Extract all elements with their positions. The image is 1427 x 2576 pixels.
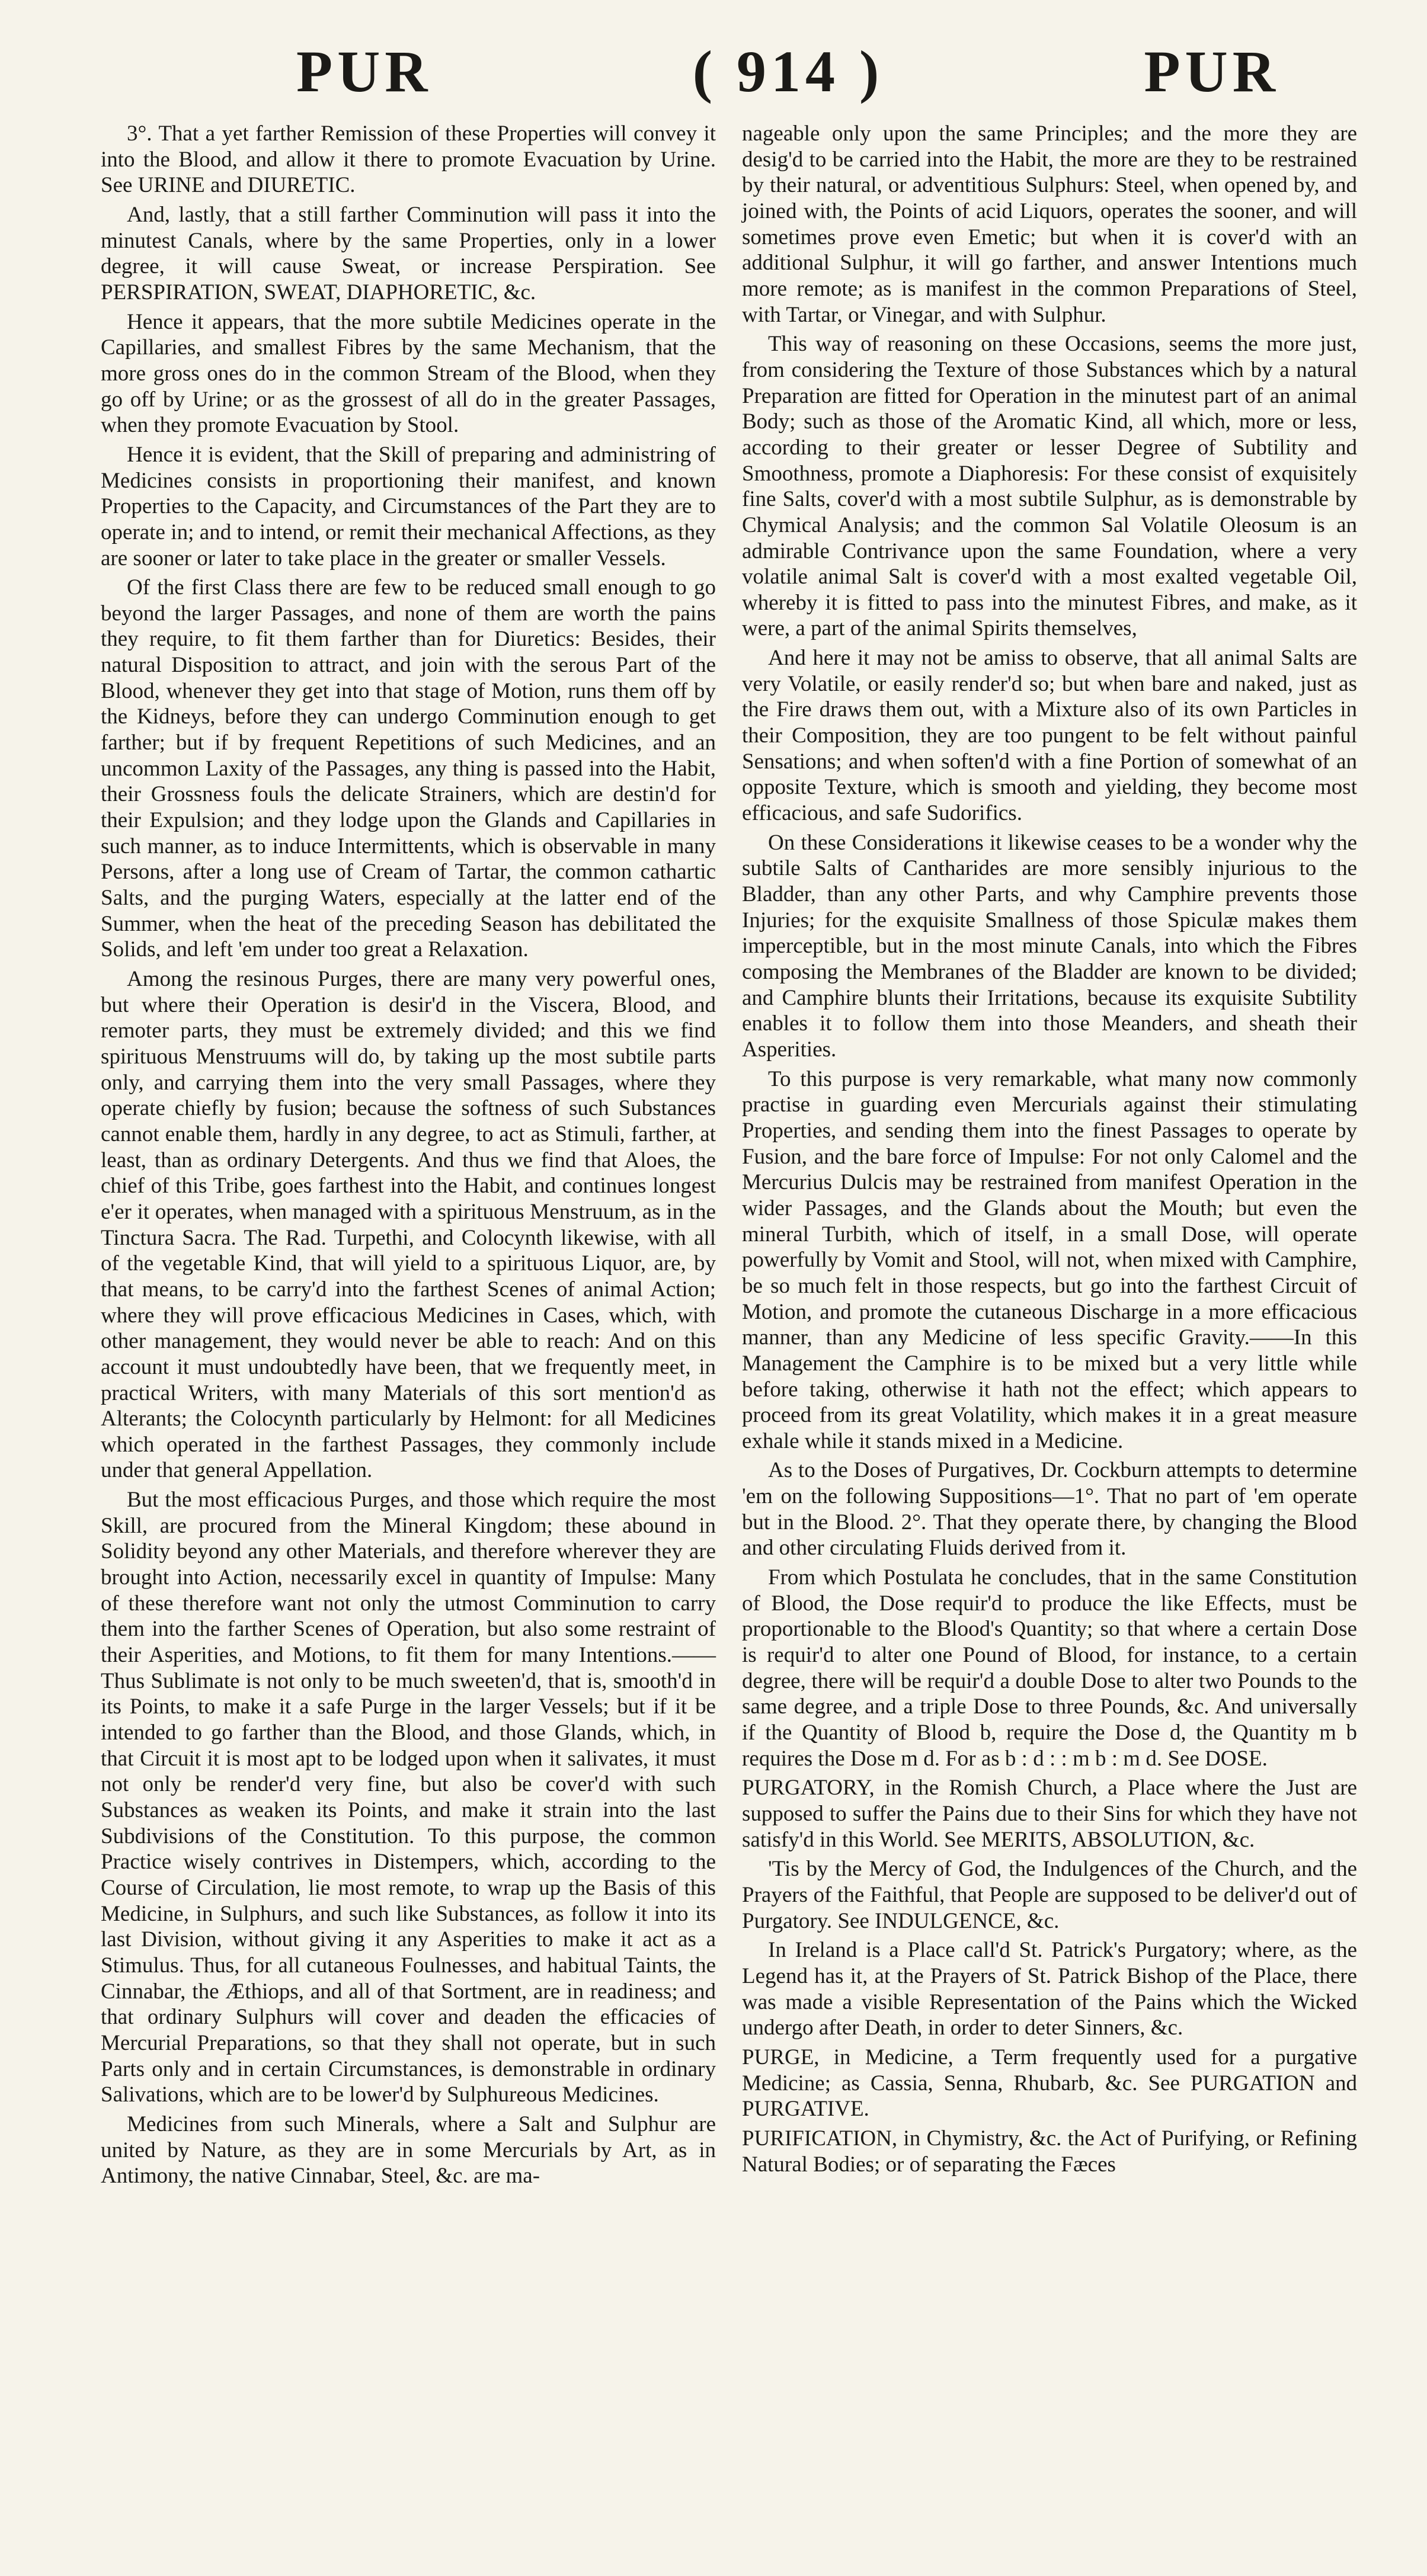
paragraph: Medicines from such Minerals, where a Salt and Sulphur are united by Nature, as they are in some Mercurials by Art, as in Antimony, the native Cinnabar, Steel, &c. are ma- [101,2112,716,2189]
paragraph: nageable only upon the same Principles; and the more they are desig'd to be carried into the Habit, the more are they to be restrained by their natural, or adventitious Sulphurs: Steel, when opened by, and joined with, the Points of acid Liquors, operates the sooner, and will sometimes prove even Emetic; but when it is cover'd with an additional Sulphur, it will go farther, and answer Intentions much more remote; as is manifest in the common Preparations of Steel, with Tartar, or Vinegar, and with Sulphur. [742,121,1357,327]
entry-purgatory: PURGATORY, in the Romish Church, a Place where the Just are supposed to suffer the Pains due to their Sins for which they have not satisfy'd in this World. See MERITS, ABSOLUTION, &c. [742,1776,1357,1852]
right-column [742,121,1357,2193]
entry-purge: PURGE, in Medicine, a Term frequently used for a purgative Medicine; as Cassia, Senna, Rhubarb, &c. See PURGATION and PURGATIVE. [742,2045,1357,2122]
entry-purification: PURIFICATION, in Chymistry, &c. the Act of Purifying, or Refining Natural Bodies; or of separating the Fæces [742,2126,1357,2177]
paragraph: 'Tis by the Mercy of God, the Indulgences of the Church, and the Prayers of the Faithful, that People are supposed to be deliver'd out of Purgatory. See INDULGENCE, &c. [742,1857,1357,1933]
paragraph: This way of reasoning on these Occasions, seems the more just, from considering the Texture of those Substances which by a natural Preparation are fitted for Operation in the minutest part of an animal Body; such as those of the Aromatic Kind, all which, more or less, according to their greater or lesser Degree of Subtility and Smoothness, promote a Diaphoresis: For these consist of exquisitely fine Salts, cover'd with a most subtile Sulphur, as is demonstrable by Chymical Analysis; and the common Sal Volatile Oleosum is an admirable Contrivance upon the same Foundation, where a very volatile animal Salt is cover'd with a most exalted vegetable Oil, whereby it is fitted to pass into the minutest Fibres, and make, as it were, a part of the animal Spirits themselves, [742,332,1357,641]
paragraph: In Ireland is a Place call'd St. Patrick's Purgatory; where, as the Legend has it, at the Prayers of St. Patrick Bishop of the Place, there was made a visible Representation of the Pains which the Wicked undergo after Death, in order to deter Sinners, &c. [742,1938,1357,2040]
paragraph: Among the resinous Purges, there are many very powerful ones, but where their Operation is desir'd in the Viscera, Blood, and remoter parts, they must be extremely divided; and this we find spirituous Menstruums will do, by taking up the most subtile parts only, and carrying them into the very small Passages, where they operate chiefly by fusion; because the softness of such Substances cannot enable them, hardly in any degree, to act as Stimuli, farther, at least, than as ordinary Detergents. And thus we find that Aloes, the chief of this Tribe, goes farthest into the Habit, and continues longest e'er it operates, when managed with a spirituous Menstruum, as in the Tinctura Sacra. The Rad. Turpethi, and Colocynth likewise, with all of the vegetable Kind, that will yield to a spirituous Liquor, are, by that means, to be carry'd into the farthest Scenes of animal Action; where they will prove efficacious Medicines in Cases, which, with other management, they would never be able to reach: And on this account it must undoubtedly have been, that we frequently meet, in practical Writers, with many Materials of this sort mention'd as Alterants; the Colocynth particularly by Helmont: for all Medicines which operated in the farthest Passages, they commonly include under that general Appellation. [101,967,716,1483]
paragraph: From which Postulata he concludes, that in the same Constitution of Blood, the Dose requir'd to produce the like Effects, must be proportionable to the Blood's Quantity; so that where a certain Dose is requir'd to alter one Pound of Blood, for instance, to a certain degree, there will be requir'd a double Dose to alter two Pounds to the same degree, and a triple Dose to three Pounds, &c. And universally if the Quantity of Blood b, require the Dose d, the Quantity m b requires the Dose m d. For as b : d : : m b : m d. See DOSE. [742,1565,1357,1771]
paragraph: On these Considerations it likewise ceases to be a wonder why the subtile Salts of Cantharides are more sensibly injurious to the Bladder, than any other Parts, and why Camphire prevents those Injuries; for the exquisite Smallness of those Spiculæ makes them imperceptible, but in the most minute Canals, into which the Fibres composing the Membranes of the Bladder are known to be divided; and Camphire blunts their Irritations, because its exquisite Subtility enables it to follow them into those Meanders, and sheath their Asperities. [742,830,1357,1062]
paragraph: As to the Doses of Purgatives, Dr. Cockburn attempts to determine 'em on the following Suppositions—1°. That no part of 'em operate but in the Blood. 2°. That they operate there, by changing the Blood and other circulating Fluids derived from it. [742,1458,1357,1561]
header-right-word: PUR [1144,38,1280,104]
paragraph: But the most efficacious Purges, and those which require the most Skill, are procured from the Mineral Kingdom; these abound in Solidity beyond any other Materials, and therefore wherever they are brought into Action, necessarily excel in quantity of Impulse: Many of these therefore want not only the utmost Comminution to carry them into the farther Scenes of Operation, but also some restraint of their Asperities, and Motions, to fit them for many Intentions.——Thus Sublimate is not only to be much sweeten'd, that is, smooth'd in its Points, to make it a safe Purge in the larger Vessels; but if it be intended to go farther than the Blood, and those Glands, which, in that Circuit it is most apt to be lodged upon when it salivates, it must not only be render'd very fine, but also be cover'd with such Substances as weaken its Points, and make it strain into the last Subdivisions of the Constitution. To this purpose, the common Practice wisely contrives in Distempers, which, according to the Course of Circulation, lie most remote, to wrap up the Basis of this Medicine, in Sulphurs, and such like Substances, as follow it into its last Division, without giving it any Asperities to make it act as a Stimulus. Thus, for all cutaneous Foulnesses, and habitual Taints, the Cinnabar, the Æthiops, and all of that Sortment, are in readiness; and that ordinary Sulphurs will cover and deaden the efficacies of Mercurial Preparations, so that they shall not operate, but in such Parts only and in certain Circumstances, is demonstrable in ordinary Salivations, which are to be lower'd by Sulphureous Medicines. [101,1488,716,2107]
paragraph: Hence it appears, that the more subtile Medicines operate in the Capillaries, and smallest Fibres by the same Mechanism, that the more gross ones do in the common Stream of the Blood, when they go off by Urine; or as the grossest of all do in the greater Passages, when they promote Evacuation by Stool. [101,309,716,438]
paragraph: To this purpose is very remarkable, what many now commonly practise in guarding even Mercurials against their stimulating Properties, and sending them into the finest Passages to operate by Fusion, and the bare force of Impulse: For not only Calomel and the Mercurius Dulcis may be restrained from manifest Operation in the wider Passages, and the Glands about the Mouth; but even the mineral Turbith, which of itself, in a small Dose, will operate powerfully by Vomit and Stool, will not, when mixed with Camphire, be so much felt in those respects, but go into the farthest Circuit of Motion, and promote the cutaneous Discharge in a more efficacious manner, than any Medicine of less specific Gravity.——In this Management the Camphire is to be mixed but a very little while before taking, otherwise it hath not the effect; which appears to proceed from its great Volatility, which makes it in a great measure exhale while it stands mixed in a Medicine. [742,1066,1357,1453]
page-number: ( 914 ) [692,38,884,104]
paragraph: Hence it is evident, that the Skill of preparing and administring of Medicines consists in proportioning their manifest, and known Properties to the Capacity, and Circumstances of the Part they are to operate in; and to intend, or remit their mechanical Affections, as they are sooner or later to take place in the greater or smaller Vessels. [101,442,716,571]
left-column [101,121,716,2193]
text-columns [101,121,1357,2193]
paragraph: 3°. That a yet farther Remission of these Properties will convey it into the Blood, and allow it there to promote Evacuation by Urine. See URINE and DIURETIC. [101,121,716,198]
paragraph: And here it may not be amiss to observe, that all animal Salts are very Volatile, or easily render'd so; but when bare and naked, just as the Fire draws them out, with a Mixture also of its own Particles in their Composition, they are too pungent to be felt without painful Sensations; and when soften'd with a fine Portion of somewhat of an opposite Texture, which is smooth and yielding, they become most efficacious, and safe Sudorifics. [742,646,1357,826]
paragraph: And, lastly, that a still farther Comminution will pass it into the minutest Canals, where by the same Properties, only in a lower degree, it will cause Sweat, or increase Perspiration. See PERSPIRATION, SWEAT, DIAPHORETIC, &c. [101,202,716,305]
header-left-word: PUR [296,38,433,104]
paragraph: Of the first Class there are few to be reduced small enough to go beyond the larger Passages, and none of them are worth the pains they require, to fit them farther than for Diuretics: Besides, their natural Disposition to attract, and join with the serous Part of the Blood, whenever they get into that stage of Motion, runs them off by the Kidneys, before they can undergo Comminution enough to get farther; but if by frequent Repetitions of such Medicines, and an uncommon Laxity of the Passages, any thing is passed into the Habit, their Grossness fouls the delicate Strainers, which are destin'd for their Expulsion; and they lodge upon the Glands and Capillaries in such manner, as to induce Intermittents, which is observable in many Persons, after a long use of Cream of Tartar, the common cathartic Salts, and the purging Waters, especially at the latter end of the Summer, when the heat of the preceding Season has debilitated the Solids, and left 'em under too great a Relaxation. [101,575,716,962]
running-header [101,36,1357,107]
